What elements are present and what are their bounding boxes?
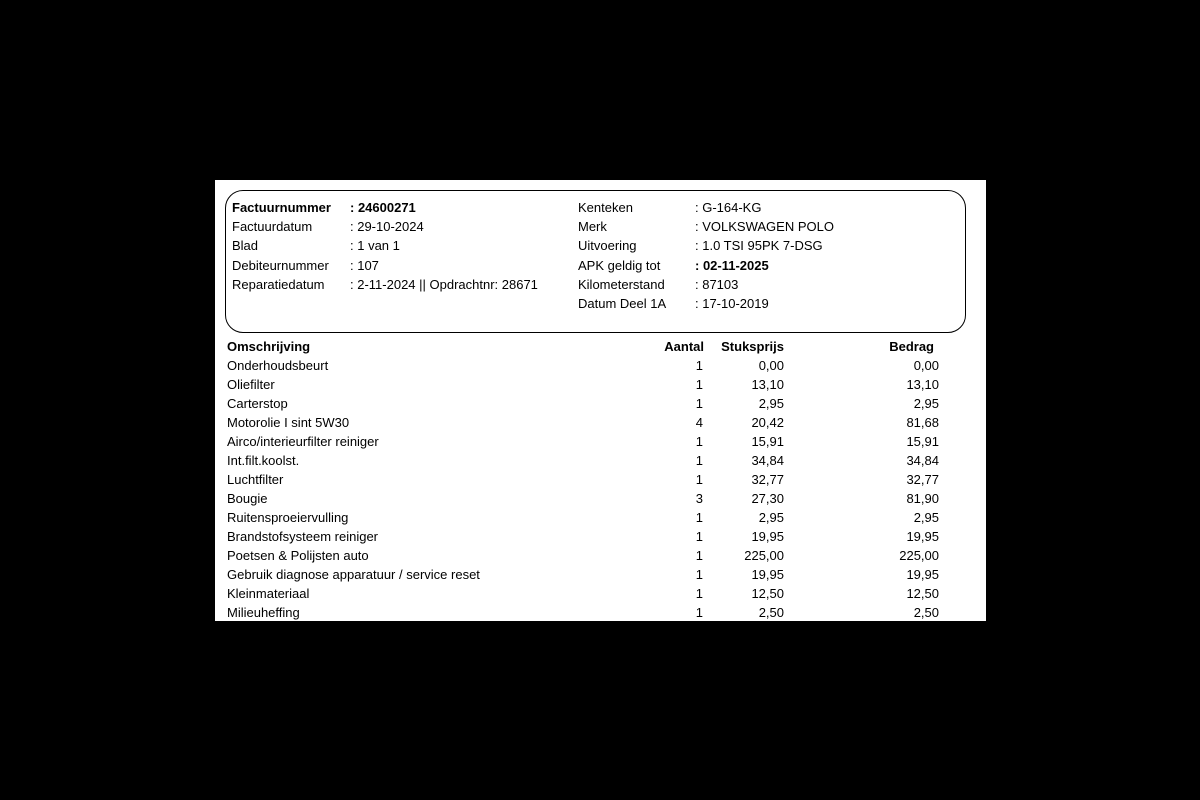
item-amount: 81,90 <box>906 491 939 506</box>
table-row <box>227 413 947 432</box>
item-quantity: 1 <box>695 434 703 449</box>
field-value: : G-164-KG <box>695 200 762 215</box>
item-quantity: 1 <box>695 472 703 487</box>
field-label: Factuurnummer <box>232 200 331 215</box>
item-description: Airco/interieurfilter reiniger <box>227 434 379 449</box>
item-quantity: 1 <box>695 586 703 601</box>
item-unit-price: 19,95 <box>751 529 784 544</box>
field-label: Debiteurnummer <box>232 257 329 273</box>
table-body <box>227 356 947 621</box>
item-quantity: 3 <box>695 491 703 506</box>
item-description: Int.filt.koolst. <box>227 453 300 468</box>
item-description: Bougie <box>227 491 268 506</box>
item-amount: 81,68 <box>906 415 939 430</box>
item-description: Ruitensproeiervulling <box>227 510 349 525</box>
field-value: : 02-11-2025 <box>695 257 769 273</box>
field-row <box>232 236 538 255</box>
item-quantity: 1 <box>695 548 703 563</box>
item-amount: 0,00 <box>913 358 939 373</box>
invoice-page <box>215 180 986 621</box>
item-unit-price: 20,42 <box>751 415 784 430</box>
item-description: Gebruik diagnose apparatuur / service reset <box>227 567 480 582</box>
item-quantity: 1 <box>695 453 703 468</box>
table-row <box>227 356 947 375</box>
table-header <box>227 337 947 356</box>
item-unit-price: 12,50 <box>751 586 784 601</box>
item-amount: 225,00 <box>899 548 939 563</box>
field-label: Kenteken <box>578 200 633 215</box>
header-unit-price: Stuksprijs <box>721 339 784 354</box>
table-row <box>227 470 947 489</box>
table-row <box>227 432 947 451</box>
field-row <box>232 217 538 236</box>
item-quantity: 1 <box>695 396 703 411</box>
item-description: Poetsen & Polijsten auto <box>227 548 369 563</box>
item-unit-price: 13,10 <box>751 377 784 392</box>
field-label: Factuurdatum <box>232 219 313 235</box>
item-quantity: 1 <box>695 605 703 620</box>
field-value: : 2-11-2024 || Opdrachtnr: 28671 <box>350 276 538 292</box>
vehicle-details <box>578 198 834 313</box>
item-unit-price: 32,77 <box>751 472 784 487</box>
item-description: Onderhoudsbeurt <box>227 358 329 373</box>
item-unit-price: 225,00 <box>744 548 784 563</box>
item-quantity: 1 <box>695 567 703 582</box>
item-description: Luchtfilter <box>227 472 284 487</box>
field-value: : VOLKSWAGEN POLO <box>695 219 834 235</box>
field-label: Uitvoering <box>578 238 637 254</box>
field-label: Reparatiedatum <box>232 276 325 292</box>
field-value: : 29-10-2024 <box>350 219 424 235</box>
item-amount: 34,84 <box>906 453 939 468</box>
item-unit-price: 2,50 <box>758 605 784 620</box>
item-unit-price: 34,84 <box>751 453 784 468</box>
field-row <box>232 198 538 217</box>
item-quantity: 1 <box>695 377 703 392</box>
field-label: APK geldig tot <box>578 257 661 273</box>
item-amount: 19,95 <box>906 567 939 582</box>
invoice-header-box <box>225 190 966 333</box>
table-row <box>227 508 947 527</box>
table-row <box>227 565 947 584</box>
item-unit-price: 0,00 <box>758 358 784 373</box>
item-amount: 2,50 <box>913 605 939 620</box>
table-row <box>227 451 947 470</box>
item-description: Kleinmateriaal <box>227 586 310 601</box>
item-unit-price: 15,91 <box>751 434 784 449</box>
item-amount: 15,91 <box>906 434 939 449</box>
field-value: : 24600271 <box>350 200 416 215</box>
field-row <box>578 294 834 313</box>
item-unit-price: 19,95 <box>751 567 784 582</box>
invoice-details <box>232 198 538 294</box>
field-row <box>578 275 834 294</box>
item-amount: 2,95 <box>913 396 939 411</box>
item-unit-price: 2,95 <box>758 510 784 525</box>
item-unit-price: 27,30 <box>751 491 784 506</box>
header-quantity: Aantal <box>664 339 704 354</box>
item-amount: 12,50 <box>906 586 939 601</box>
field-row <box>578 217 834 236</box>
field-label: Datum Deel 1A <box>578 295 667 311</box>
field-row <box>578 236 834 255</box>
item-description: Milieuheffing <box>227 605 300 620</box>
table-row <box>227 584 947 603</box>
item-amount: 19,95 <box>906 529 939 544</box>
item-unit-price: 2,95 <box>758 396 784 411</box>
field-row <box>232 275 538 294</box>
field-value: : 1 van 1 <box>350 238 400 254</box>
field-row <box>232 256 538 275</box>
item-quantity: 1 <box>695 510 703 525</box>
header-description: Omschrijving <box>227 339 311 354</box>
item-quantity: 1 <box>695 529 703 544</box>
header-amount: Bedrag <box>889 339 934 354</box>
item-amount: 32,77 <box>906 472 939 487</box>
table-row <box>227 527 947 546</box>
table-row <box>227 394 947 413</box>
item-amount: 13,10 <box>906 377 939 392</box>
item-quantity: 1 <box>695 358 703 373</box>
table-row <box>227 546 947 565</box>
field-value: : 1.0 TSI 95PK 7-DSG <box>695 238 823 254</box>
item-description: Oliefilter <box>227 377 275 392</box>
item-quantity: 4 <box>695 415 703 430</box>
field-value: : 87103 <box>695 276 739 292</box>
item-description: Carterstop <box>227 396 288 411</box>
field-label: Kilometerstand <box>578 276 665 292</box>
item-amount: 2,95 <box>913 510 939 525</box>
field-label: Merk <box>578 219 607 235</box>
table-row <box>227 375 947 394</box>
item-description: Brandstofsysteem reiniger <box>227 529 379 544</box>
field-value: : 107 <box>350 257 379 273</box>
table-row <box>227 603 947 621</box>
field-label: Blad <box>232 238 259 254</box>
field-row <box>578 198 834 217</box>
field-row <box>578 256 834 275</box>
invoice-items-table <box>227 337 947 621</box>
table-row <box>227 489 947 508</box>
item-description: Motorolie I sint 5W30 <box>227 415 350 430</box>
field-value: : 17-10-2019 <box>695 295 769 311</box>
